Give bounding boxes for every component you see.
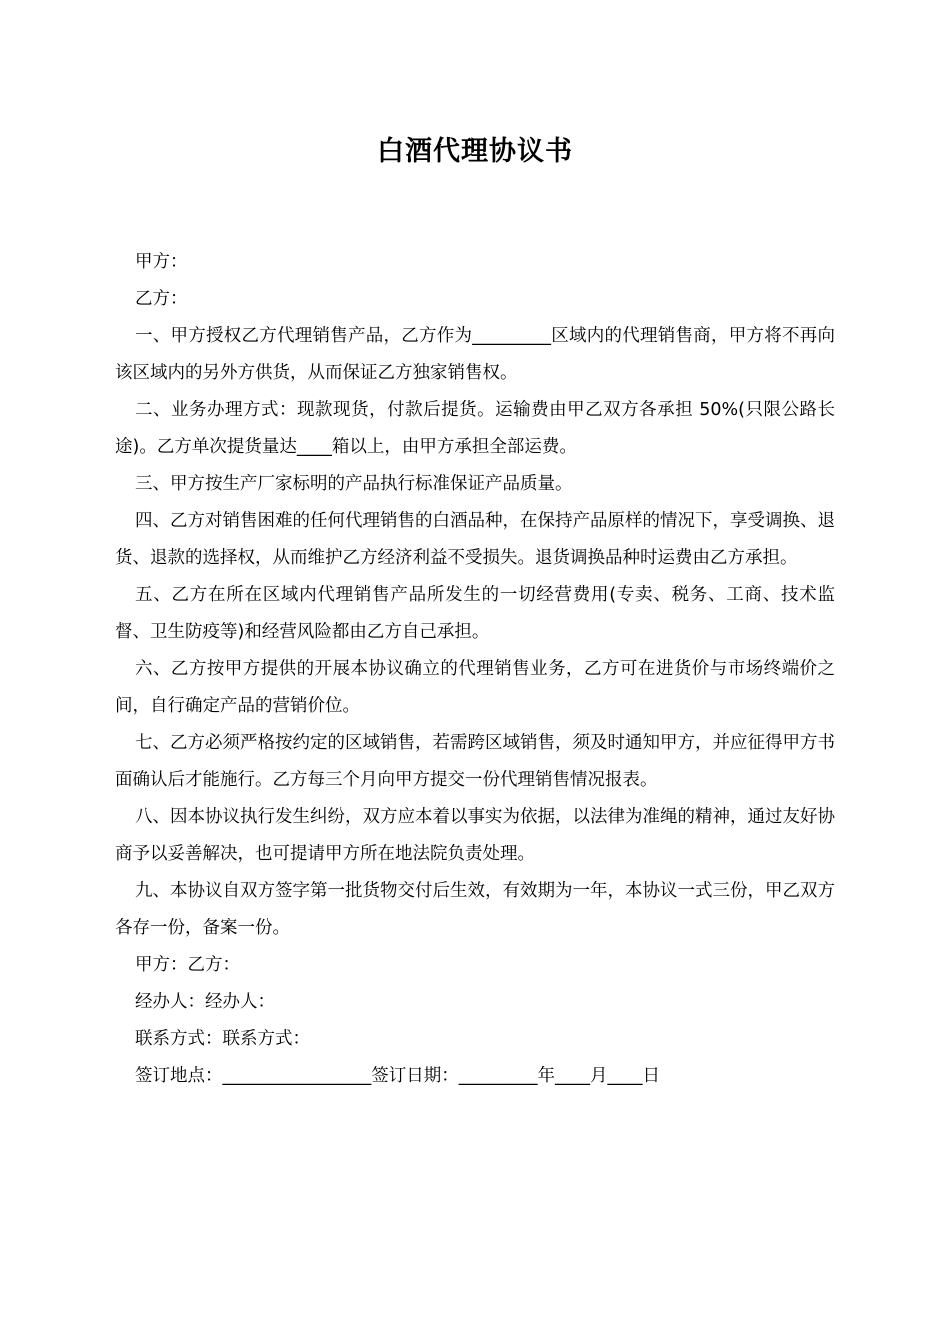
document-body	[115, 244, 835, 1095]
clause-9: 九、本协议自双方签字第一批货物交付后生效，有效期为一年，本协议一式三份，甲乙双方各存一份，备案一份。	[115, 881, 835, 938]
clause-1: 一、甲方授权乙方代理销售产品，乙方作为_________区域内的代理销售商，甲方将不再向该区域内的另外方供货，从而保证乙方独家销售权。	[115, 326, 835, 383]
party-a-line: 甲方：	[135, 252, 188, 272]
document-title: 白酒代理协议书	[377, 136, 573, 167]
signature-place-date: 签订地点：_________________签订日期：_________年____月____日	[135, 1066, 660, 1086]
clause-5: 五、乙方在所在区域内代理销售产品所发生的一切经营费用(专卖、税务、工商、技术监督、卫生防疫等)和经营风险都由乙方自己承担。	[115, 585, 835, 642]
clause-8: 八、因本协议执行发生纠纷，双方应本着以事实为依据，以法律为准绳的精神，通过友好协商予以妥善解决，也可提请甲方所在地法院负责处理。	[115, 807, 835, 864]
clause-7: 七、乙方必须严格按约定的区域销售，若需跨区域销售，须及时通知甲方，并应征得甲方书面确认后才能施行。乙方每三个月向甲方提交一份代理销售情况报表。	[115, 733, 835, 790]
party-b-line: 乙方：	[135, 289, 188, 309]
clause-3: 三、甲方按生产厂家标明的产品执行标准保证产品质量。	[135, 474, 573, 494]
clause-2: 二、业务办理方式：现款现货，付款后提货。运输费由甲乙双方各承担 50%(只限公路长途)。乙方单次提货量达____箱以上，由甲方承担全部运费。	[115, 400, 835, 457]
clause-4: 四、乙方对销售困难的任何代理销售的白酒品种，在保持产品原样的情况下，享受调换、退货、退款的选择权，从而维护乙方经济利益不受损失。退货调换品种时运费由乙方承担。	[115, 511, 835, 568]
signature-parties: 甲方：乙方：	[135, 955, 240, 975]
signature-contacts: 联系方式：联系方式：	[135, 1029, 310, 1049]
signature-agents: 经办人：经办人：	[135, 992, 275, 1012]
clause-6: 六、乙方按甲方提供的开展本协议确立的代理销售业务，乙方可在进货价与市场终端价之间，自行确定产品的营销价位。	[115, 659, 835, 716]
